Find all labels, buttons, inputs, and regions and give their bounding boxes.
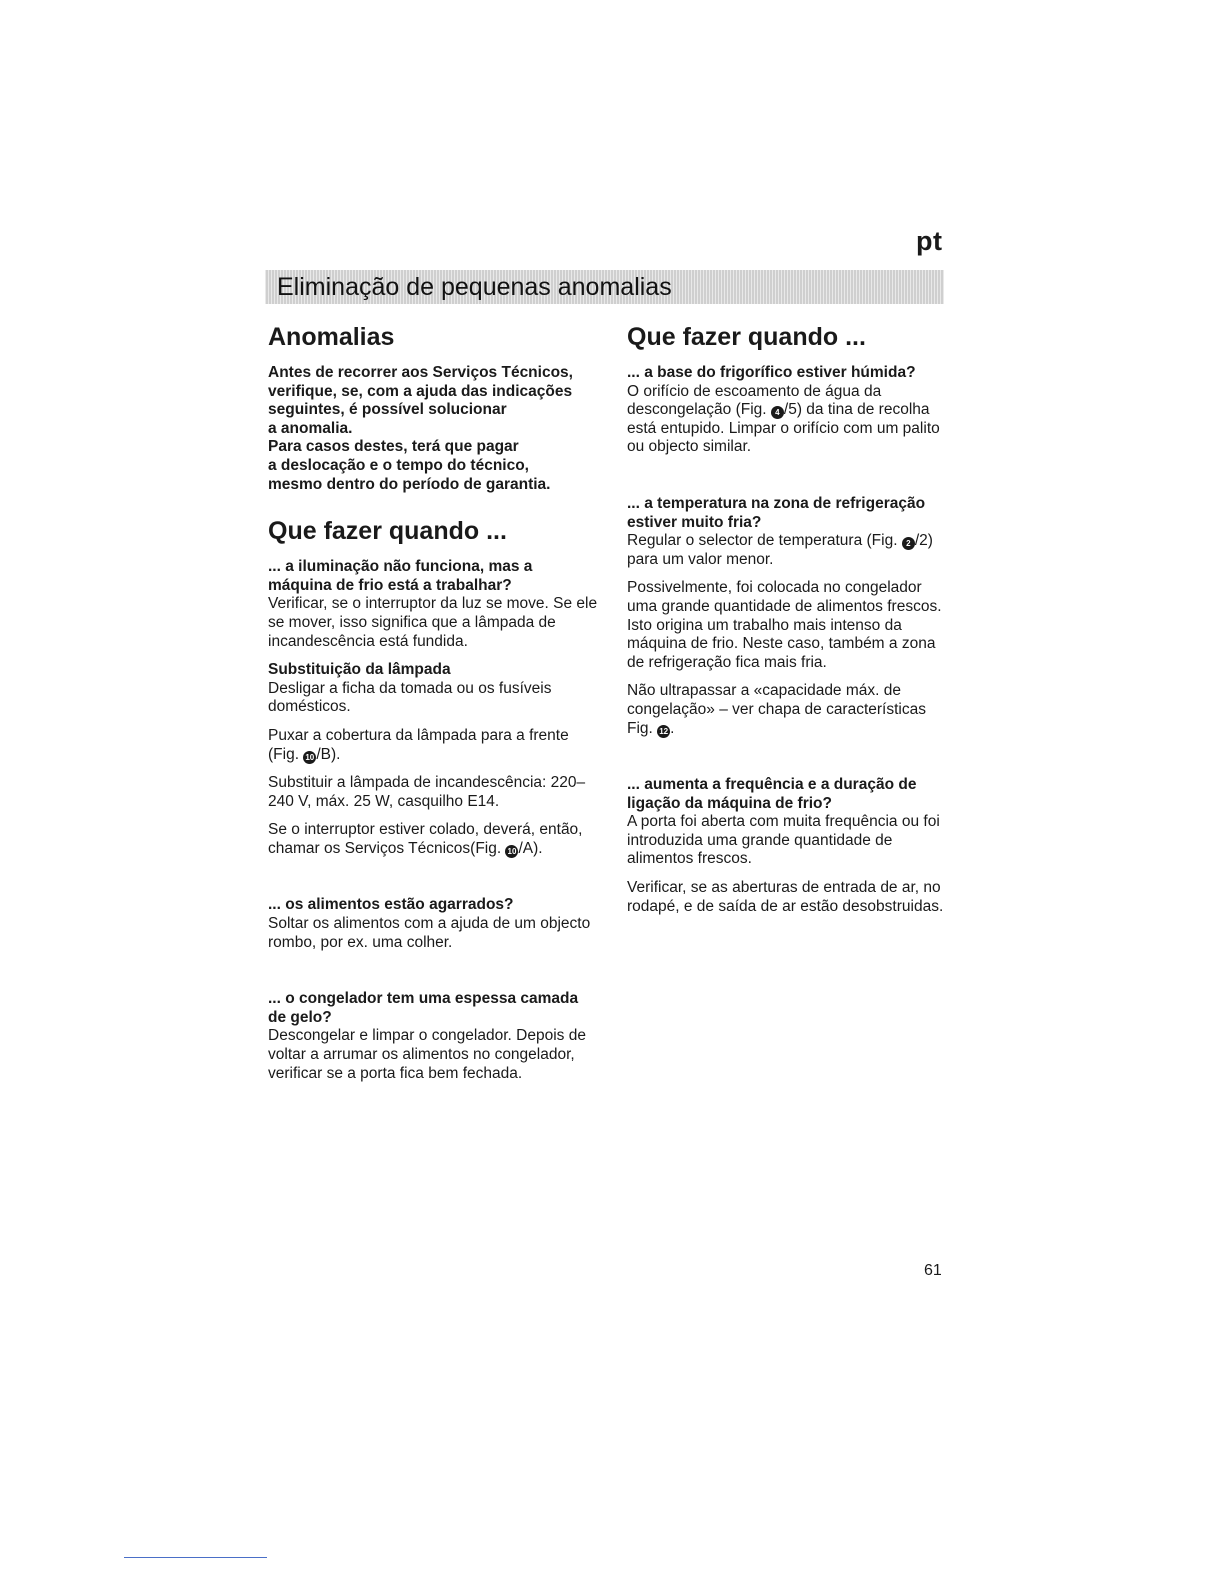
intro-line: Antes de recorrer aos Serviços Técnicos, [268,364,573,381]
question-iluminacao: ... a iluminação não funciona, mas a máquina de frio está a trabalhar? [268,558,533,594]
text-aberturas-ar: Verificar, se as aberturas de entrada de ar, no rodapé, e de saída de ar estão desobstruidas. [627,879,944,915]
text-part: Puxar a cobertura da lâmpada para a frente (Fig. [268,726,569,763]
heading-que-fazer-left: Que fazer quando ... [268,517,507,546]
answer-regular-selector [627,532,947,569]
question-base-humida: ... a base do frigorífico estiver húmida? [627,364,916,381]
language-tag: pt [916,226,943,256]
bottom-divider [124,1557,267,1558]
intro-line: verifique, se, com a ajuda das indicações [268,382,573,400]
intro-line: a deslocação e o tempo do técnico, [268,456,529,474]
intro-line: seguintes, é possível solucionar [268,401,507,419]
question-temperatura-fria: ... a temperatura na zona de refrigeração estiver muito fria? [627,494,926,531]
text-possivelmente: Possivelmente, foi colocada no congelador uma grande quantidade de alimentos frescos. Isto origina um trabalho mais intenso da máquina de frio. Neste caso, também a zona de refrigeração fica mais fria. [627,579,942,671]
figure-number-icon: 2 [902,537,915,550]
question-camada-gelo: ... o congelador tem uma espessa camada de gelo? [268,990,579,1026]
text-part: Se o interruptor estiver colado, deverá, então, chamar os Serviços Técnicos(Fig. [268,821,583,857]
answer-alimentos-agarrados: Soltar os alimentos com a ajuda de um objecto rombo, por ex. uma colher. [268,915,591,951]
banner-title: Eliminação de pequenas anomalias [277,273,672,301]
heading-que-fazer-right: Que fazer quando ... [627,323,866,351]
text-part: /2) para um valor menor. [627,532,933,568]
text-part: Regular o selector de temperatura (Fig. [627,532,902,550]
text-capacidade-maxima [627,682,947,738]
answer-base-humida [627,383,947,457]
intro-line: Para casos destes, terá que pagar [268,438,519,456]
section-banner [265,270,944,304]
intro-line: a anomalia. [268,419,353,437]
figure-number-icon: 4 [771,406,784,419]
figure-number-icon: 10 [505,845,518,858]
text-part: /5) da tina de recolha está entupido. Limpar o orifício com um palito ou objecto similar. [627,401,940,456]
figure-number-icon: 10 [303,751,316,764]
right-column [627,322,947,916]
text-interruptor-colado [268,821,598,858]
answer-camada-gelo: Descongelar e limpar o congelador. Depois de voltar a arrumar os alimentos no congelador, verificar se a porta fica bem fechada. [268,1027,586,1082]
text-part: O orifício de escoamento de água da descongelação (Fig. [627,382,882,419]
answer-iluminacao: Verificar, se o interruptor da luz se move. Se ele se mover, isso significa que a lâmpada de incandescência está fundida. [268,595,598,650]
question-frequencia-ligacao: ... aumenta a frequência e a duração de ligação da máquina de frio? [627,776,917,812]
text-part: /B). [316,745,341,763]
text-substituir: Substituir a lâmpada de incandescência: 220–240 V, máx. 25 W, casquilho E14. [268,774,586,810]
heading-anomalias: Anomalias [268,323,395,351]
text-puxar-cobertura [268,727,598,764]
intro-text [268,364,598,494]
text-part: . [670,719,675,737]
question-alimentos-agarrados: ... os alimentos estão agarrados? [268,896,514,914]
text-part: /A). [518,839,543,857]
intro-line: mesmo dentro do período de garantia. [268,475,551,493]
text-part: Não ultrapassar a «capacidade máx. de congelação» – ver chapa de características Fig. [627,682,926,737]
answer-porta-aberta: A porta foi aberta com muita frequência ou foi introduzida uma grande quantidade de alimentos frescos. [627,813,940,868]
text-desligar: Desligar a ficha da tomada ou os fusíveis domésticos. [268,679,552,716]
figure-number-icon: 12 [657,725,670,738]
page-number: 61 [924,1262,942,1279]
left-column [268,322,598,1083]
subheading-substituicao: Substituição da lâmpada [268,661,451,679]
